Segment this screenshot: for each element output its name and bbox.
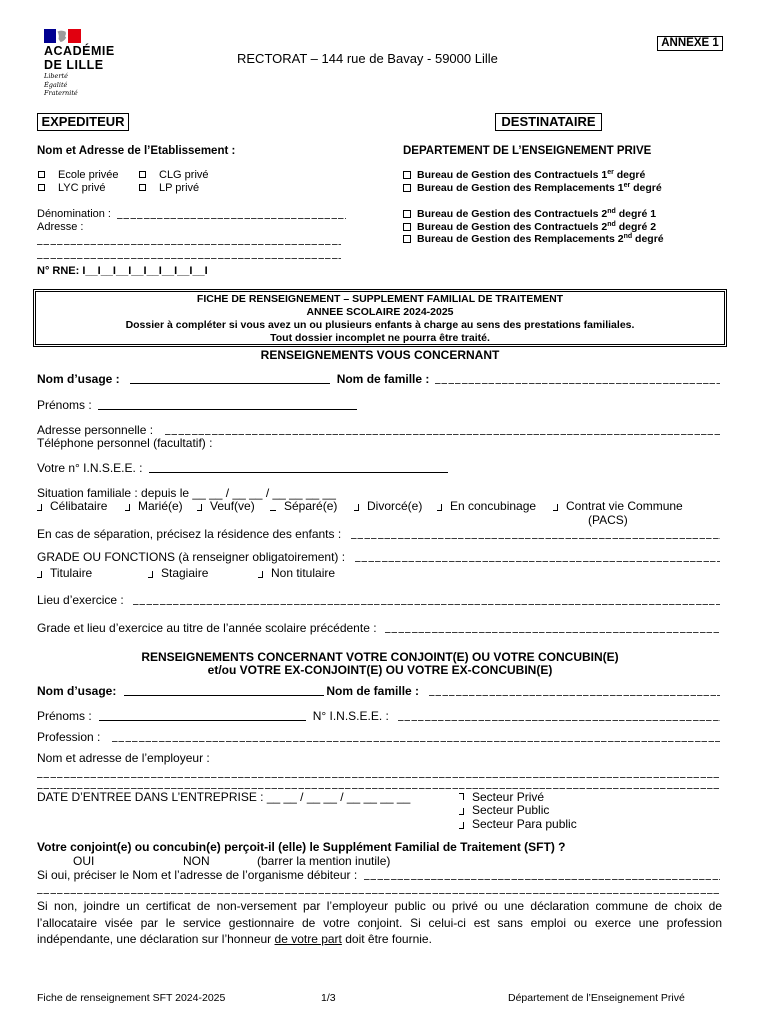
sector-option[interactable]	[459, 817, 577, 831]
checkbox-mark-icon[interactable]	[37, 504, 42, 511]
partner-section-heading-2: et/ou VOTRE EX-CONJOINT(E) OU VOTRE EX-CONCUBIN(E)	[207, 663, 553, 677]
profession-row	[37, 730, 720, 744]
establishment-address-label: Adresse :	[37, 220, 84, 233]
checkbox-mark-icon[interactable]	[354, 504, 359, 511]
employer-field-1[interactable]	[37, 777, 720, 778]
personal-address-field[interactable]	[165, 434, 720, 435]
family-status-option[interactable]	[125, 499, 183, 513]
denomination-row	[37, 208, 346, 221]
grade-option[interactable]	[37, 566, 92, 580]
family-name-label: Nom de famille :	[336, 372, 430, 386]
workplace-label: Lieu d’exercice :	[37, 593, 124, 607]
employer-field-2[interactable]	[37, 788, 720, 789]
personal-section-heading: RENSEIGNEMENTS VOUS CONCERNANT	[260, 348, 500, 362]
footer-department: Département de l’Enseignement Privé	[508, 991, 685, 1004]
checkbox-mark-icon[interactable]	[258, 571, 263, 578]
office-ordinal: er	[607, 168, 614, 176]
option-label: En concubinage	[450, 499, 537, 513]
partner-first-names-field[interactable]	[99, 720, 306, 721]
checkbox-mark-icon[interactable]	[459, 793, 464, 800]
partner-family-name-field[interactable]	[429, 695, 720, 696]
sector-option[interactable]	[459, 790, 544, 804]
department-title: DEPARTEMENT DE L’ENSEIGNEMENT PRIVE	[403, 145, 652, 157]
family-status-option[interactable]	[37, 499, 107, 513]
separation-field[interactable]	[351, 538, 720, 539]
office-label: Bureau de Gestion des Contractuels 1	[417, 168, 608, 181]
option-label: Ecole privée	[58, 168, 119, 181]
insee-field[interactable]	[149, 472, 448, 473]
checkbox-mark-icon[interactable]	[270, 504, 276, 511]
establishment-label: Nom et Adresse de l’Etablissement :	[37, 145, 236, 157]
office-suffix: degré 2	[615, 220, 657, 233]
office-suffix: degré	[613, 168, 646, 181]
partner-family-name-label: Nom de famille :	[326, 684, 420, 698]
office-option[interactable]	[403, 208, 656, 221]
payer-row	[37, 868, 720, 882]
checkbox-icon[interactable]	[403, 210, 411, 218]
rectorat-address: RECTORAT – 144 rue de Bavay - 59000 Lille	[237, 50, 498, 66]
option-label: Secteur Para public	[472, 817, 577, 831]
logo-motto-liberte: Liberté	[44, 72, 68, 80]
office-label: Bureau de Gestion des Contractuels 2	[417, 207, 608, 220]
workplace-field[interactable]	[133, 604, 720, 605]
checkbox-icon[interactable]	[139, 171, 146, 178]
if-no-paragraph-line-2: l’allocataire visée par le service gestionnaire de votre conjoint. Si celui-ci est sans emploi ou exerce une profession	[37, 916, 722, 930]
rne-field[interactable]: N° RNE: I__I__I__I__I__I__I__I__I	[37, 264, 208, 277]
family-status-date[interactable]: Situation familiale : depuis le __ __ / __ __ / __ __ __ __	[37, 486, 336, 500]
footer-page-number: 1/3	[321, 991, 336, 1004]
option-label: Contrat vie Commune	[566, 499, 683, 513]
if-no-text: indépendante, une déclaration sur l’honneur	[37, 932, 275, 946]
partner-section-heading-1: RENSEIGNEMENTS CONCERNANT VOTRE CONJOINT(E) OU VOTRE CONCUBIN(E)	[141, 650, 619, 664]
logo-name-line2: DE LILLE	[44, 58, 104, 72]
first-names-row	[37, 398, 357, 412]
checkbox-mark-icon[interactable]	[148, 571, 153, 578]
notice-title: FICHE DE RENSEIGNEMENT – SUPPLEMENT FAMILIAL DE TRAITEMENT	[196, 292, 564, 305]
office-suffix: degré	[630, 181, 662, 194]
family-name-field[interactable]	[435, 383, 720, 384]
office-option[interactable]	[403, 182, 662, 195]
partner-first-names-row	[37, 709, 720, 723]
separation-row	[37, 527, 720, 541]
partner-name-row	[37, 684, 720, 698]
previous-year-field[interactable]	[385, 632, 720, 633]
checkbox-icon[interactable]	[38, 171, 45, 178]
establishment-address-field-1[interactable]	[37, 244, 341, 245]
hire-date-field[interactable]: DATE D’ENTREE DANS L’ENTREPRISE : __ __ / __ __ / __ __ __ __	[37, 790, 411, 804]
notice-warning: Tout dossier incomplet ne pourra être traité.	[270, 331, 490, 344]
grade-option[interactable]	[148, 566, 208, 580]
logo-red-band	[68, 29, 81, 43]
office-label: Bureau de Gestion des Remplacements 1	[417, 181, 624, 194]
footer-form-name: Fiche de renseignement SFT 2024-2025	[37, 991, 226, 1004]
office-ordinal: er	[623, 181, 631, 189]
sft-hint: (barrer la mention inutile)	[257, 854, 391, 868]
if-no-paragraph-line-1: Si non, joindre un certificat de non-versement par l’employeur public ou privé ou une déclaration commune de choix de	[37, 899, 722, 913]
notice-school-year: ANNEE SCOLAIRE 2024-2025	[306, 305, 454, 318]
option-label: Séparé(e)	[284, 499, 338, 513]
sector-option[interactable]	[459, 803, 549, 817]
office-suffix: degré	[632, 232, 664, 245]
partner-usage-name-field[interactable]	[124, 695, 324, 696]
insee-label: Votre n° I.N.S.E.E. :	[37, 461, 143, 475]
establishment-type-option[interactable]	[139, 182, 199, 195]
option-label: Secteur Privé	[472, 790, 545, 804]
family-status-option[interactable]	[437, 499, 536, 513]
office-label: Bureau de Gestion des Contractuels 2	[417, 220, 608, 233]
denomination-label: Dénomination :	[37, 207, 111, 220]
establishment-type-option[interactable]	[38, 169, 119, 182]
workplace-row	[37, 593, 720, 607]
denomination-field[interactable]	[117, 218, 346, 219]
option-label: CLG privé	[159, 168, 209, 181]
office-option[interactable]	[403, 169, 645, 182]
office-ordinal: nd	[607, 207, 616, 215]
option-label: LP privé	[159, 181, 200, 194]
grade-field[interactable]	[355, 561, 720, 562]
establishment-type-option[interactable]	[38, 182, 105, 195]
personal-address-label: Adresse personnelle :	[37, 423, 154, 437]
pacs-note: (PACS)	[588, 513, 628, 527]
checkbox-mark-icon[interactable]	[459, 822, 464, 829]
checkbox-mark-icon[interactable]	[553, 504, 558, 511]
logo-motto-egalite: Égalité	[44, 80, 68, 89]
address-row	[37, 423, 720, 437]
checkbox-icon[interactable]	[38, 184, 45, 191]
logo-motto-fraternite: Fraternité	[44, 89, 78, 97]
family-status-option[interactable]	[270, 499, 337, 513]
profession-label: Profession :	[37, 730, 101, 744]
office-ordinal: nd	[623, 232, 633, 240]
checkbox-mark-icon[interactable]	[197, 504, 202, 511]
office-label: Bureau de Gestion des Remplacements 2	[417, 232, 624, 245]
logo-name-line1: ACADÉMIE	[44, 44, 115, 58]
insee-row	[37, 461, 448, 475]
profession-field[interactable]	[112, 741, 720, 742]
sft-question: Votre conjoint(e) ou concubin(e) perçoit-il (elle) le Supplément Familial de Traitement (SFT) ?	[37, 840, 566, 854]
checkbox-icon[interactable]	[403, 223, 411, 231]
office-option[interactable]	[403, 233, 664, 246]
separation-label: En cas de séparation, précisez la résidence des enfants :	[37, 527, 342, 541]
payer-label: Si oui, préciser le Nom et l’adresse de l’organisme débiteur :	[37, 868, 358, 882]
option-label: Veuf(ve)	[210, 499, 255, 513]
option-label: Divorcé(e)	[367, 499, 423, 513]
checkbox-icon[interactable]	[403, 171, 411, 179]
grade-row	[37, 550, 720, 564]
checkbox-mark-icon[interactable]	[37, 571, 42, 578]
first-names-label: Prénoms :	[37, 398, 92, 412]
office-suffix: degré 1	[615, 207, 657, 220]
marianne-emblem-logo	[44, 29, 81, 43]
recipient-heading: DESTINATAIRE	[495, 113, 602, 131]
option-label: Secteur Public	[472, 803, 550, 817]
notice-instruction: Dossier à compléter si vous avez un ou plusieurs enfants à charge au sens des prestations familiales.	[125, 318, 635, 331]
establishment-type-option[interactable]	[139, 169, 209, 182]
establishment-address-field-2[interactable]	[37, 258, 341, 259]
checkbox-icon[interactable]	[403, 184, 411, 192]
if-no-underlined: de votre part	[274, 932, 342, 946]
partner-usage-name-label: Nom d’usage:	[37, 684, 117, 698]
payer-field[interactable]	[364, 879, 720, 880]
phone-label: Téléphone personnel (facultatif) :	[37, 436, 213, 450]
option-label: Célibataire	[50, 499, 108, 513]
family-status-option[interactable]	[354, 499, 422, 513]
sft-yes-option[interactable]: OUI	[73, 854, 95, 868]
usage-name-field[interactable]	[130, 383, 330, 384]
partner-first-names-label: Prénoms :	[37, 709, 92, 723]
logo-blue-band	[44, 29, 56, 43]
usage-name-label: Nom d’usage :	[37, 372, 120, 386]
previous-year-row	[37, 621, 720, 635]
first-names-field[interactable]	[98, 409, 357, 410]
checkbox-mark-icon[interactable]	[125, 504, 130, 511]
checkbox-mark-icon[interactable]	[459, 808, 464, 815]
option-label: Marié(e)	[138, 499, 183, 513]
payer-field-2[interactable]	[37, 893, 720, 894]
office-ordinal: nd	[607, 220, 616, 228]
marianne-profile	[58, 31, 67, 42]
checkbox-icon[interactable]	[139, 184, 146, 191]
checkbox-mark-icon[interactable]	[437, 504, 442, 511]
family-status-option[interactable]	[553, 499, 683, 513]
employer-label: Nom et adresse de l’employeur :	[37, 751, 210, 765]
option-label: Stagiaire	[161, 566, 209, 580]
sender-heading: EXPEDITEUR	[37, 113, 129, 131]
option-label: Non titulaire	[271, 566, 336, 580]
grade-option[interactable]	[258, 566, 335, 580]
family-status-option[interactable]	[197, 499, 255, 513]
annex-label: ANNEXE 1	[657, 36, 723, 51]
checkbox-icon[interactable]	[403, 235, 411, 243]
if-no-paragraph-line-3	[37, 931, 722, 947]
option-label: Titulaire	[50, 566, 93, 580]
partner-insee-field[interactable]	[398, 720, 720, 721]
grade-label: GRADE OU FONCTIONS (à renseigner obligatoirement) :	[37, 550, 346, 564]
name-row	[37, 372, 720, 386]
option-label: LYC privé	[58, 181, 106, 194]
previous-year-label: Grade et lieu d’exercice au titre de l’année scolaire précédente :	[37, 621, 377, 635]
sft-no-option[interactable]: NON	[183, 854, 210, 868]
partner-insee-label: N° I.N.S.E.E. :	[312, 709, 389, 723]
if-no-end: doit être fournie.	[341, 932, 432, 946]
